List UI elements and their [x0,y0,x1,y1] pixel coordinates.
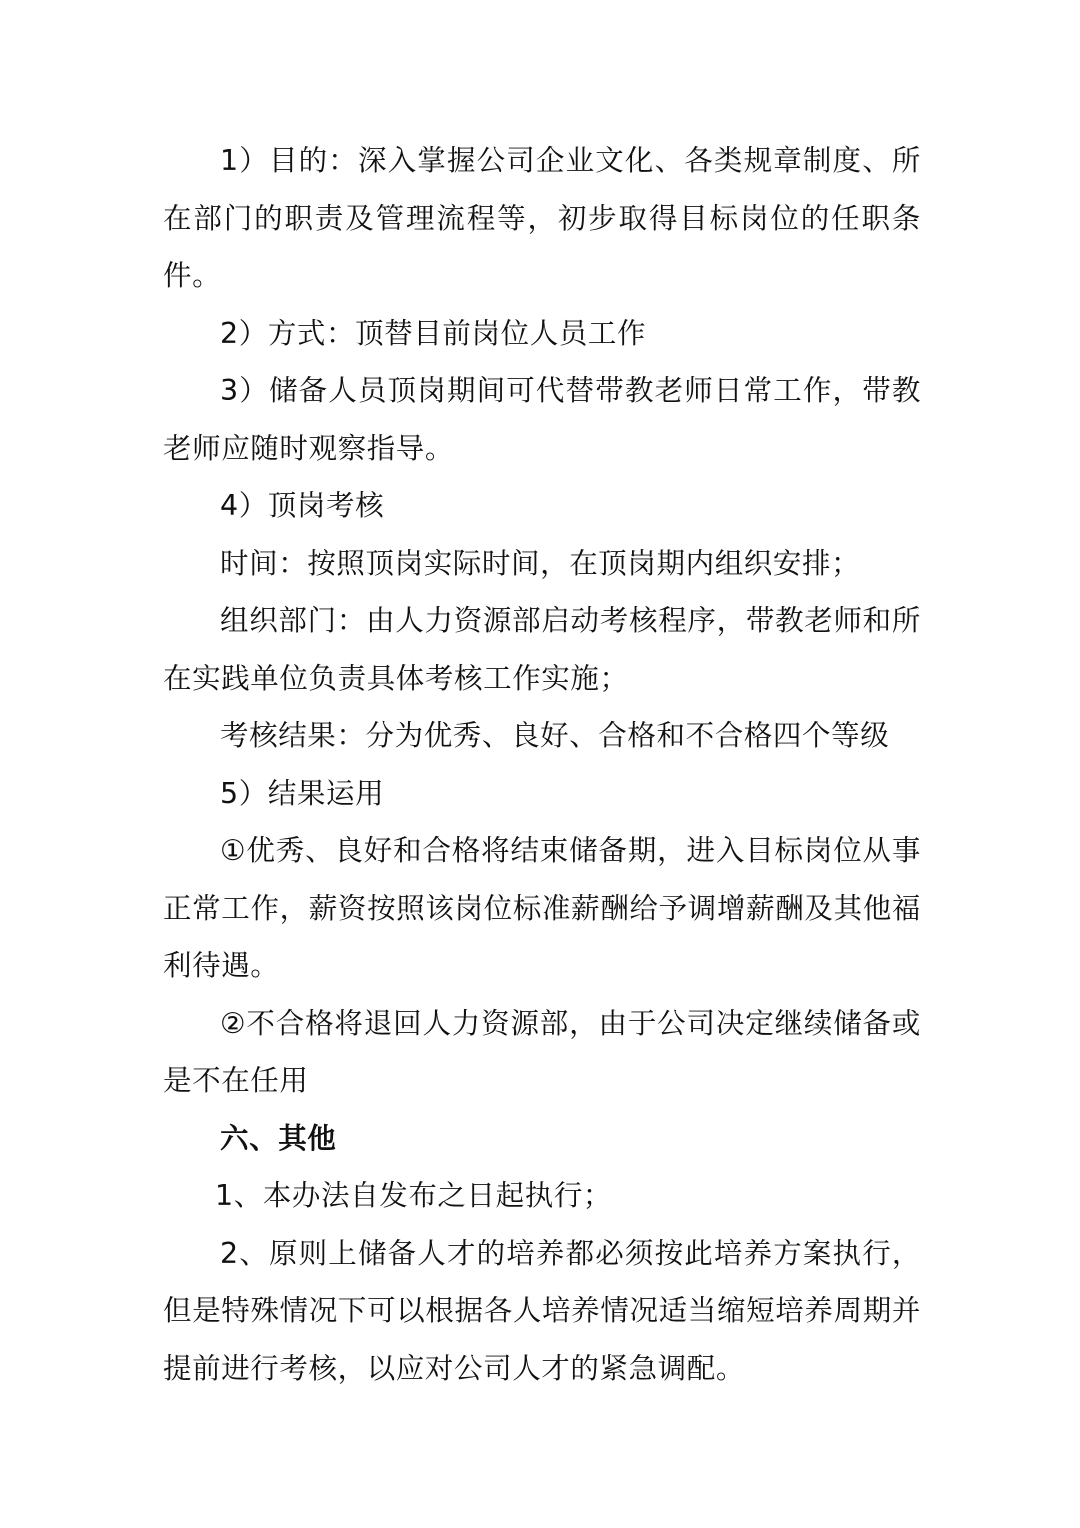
paragraph-assessment-heading: 4）顶岗考核 [220,489,385,522]
section-heading-other: 六、其他 [220,1121,337,1155]
paragraph-purpose: 1）目的：深入掌握公司企业文化、各类规章制度、所在部门的职责及管理流程等，初步取得目标岗位的任职条件。 [163,144,921,292]
paragraph-training-principle: 2、原则上储备人才的培养都必须按此培养方案执行，但是特殊情况下可以根据各人培养情况适当缩短培养周期并提前进行考核，以应对公司人才的紧急调配。 [163,1236,921,1385]
paragraph-assessment-time: 时间：按照顶岗实际时间，在顶岗期内组织安排； [220,546,861,580]
paragraph-method: 2）方式：顶替目前岗位人员工作 [220,316,647,350]
paragraph-pass-outcome: ①优秀、良好和合格将结束储备期，进入目标岗位从事正常工作，薪资按照该岗位标准薪酬给予调增薪酬及其他福利待遇。 [163,834,921,982]
paragraph-assessment-department: 组织部门：由人力资源部启动考核程序，带教老师和所在实践单位负责具体考核工作实施； [163,604,921,695]
paragraph-fail-outcome: ②不合格将退回人力资源部，由于公司决定继续储备或是不在任用 [163,1006,921,1097]
paragraph-assessment-result: 考核结果：分为优秀、良好、合格和不合格四个等级 [220,719,890,752]
document-body [163,132,921,1397]
paragraph-substitute-duties: 3）储备人员顶岗期间可代替带教老师日常工作，带教老师应随时观察指导。 [163,374,921,465]
paragraph-effective-date: 1、本办法自发布之日起执行； [215,1179,613,1212]
paragraph-result-application: 5）结果运用 [220,776,385,810]
